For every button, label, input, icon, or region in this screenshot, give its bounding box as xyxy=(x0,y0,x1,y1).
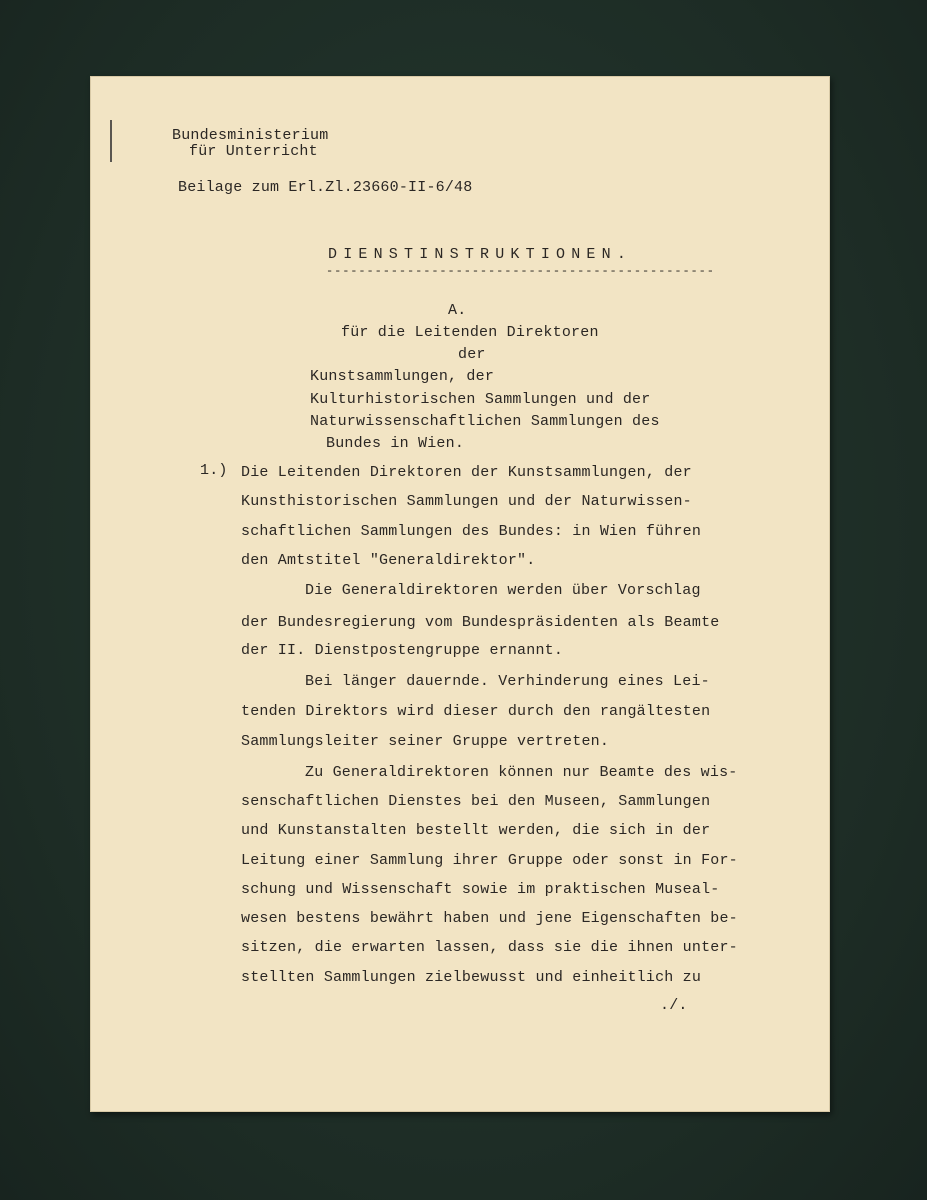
body-text-line: der II. Dienstpostengruppe ernannt. xyxy=(241,642,564,659)
body-text-line: tenden Direktors wird dieser durch den rangältesten xyxy=(241,703,711,720)
body-text-line: schaftlichen Sammlungen des Bundes: in Wien führen xyxy=(241,523,702,540)
section-heading-line: der xyxy=(458,346,486,363)
title-underline: ------------------------------------------------ xyxy=(326,264,715,278)
ministry-name-line1: Bundesministerium xyxy=(172,127,329,144)
section-heading-line: Kunstsammlungen, der xyxy=(310,368,495,385)
body-text-line: wesen bestens bewährt haben und jene Eigenschaften be- xyxy=(241,910,738,927)
paragraph-number: 1.) xyxy=(200,462,228,479)
body-text-line: der Bundesregierung vom Bundespräsidenten als Beamte xyxy=(241,614,720,631)
section-letter: A. xyxy=(448,302,467,319)
body-text-line: schung und Wissenschaft sowie im praktischen Museal- xyxy=(241,881,720,898)
section-heading-line: Bundes in Wien. xyxy=(326,435,465,452)
body-text-line: Die Generaldirektoren werden über Vorschlag xyxy=(305,582,701,599)
body-text-line: stellten Sammlungen zielbewusst und einheitlich zu xyxy=(241,969,702,986)
typewritten-page xyxy=(90,76,830,1112)
section-heading-line: für die Leitenden Direktoren xyxy=(341,324,599,341)
body-text-line: und Kunstanstalten bestellt werden, die sich in der xyxy=(241,822,711,839)
staple-mark xyxy=(110,120,116,162)
section-heading-line: Kulturhistorischen Sammlungen und der xyxy=(310,391,651,408)
body-text-line: senschaftlichen Dienstes bei den Museen, Sammlungen xyxy=(241,793,711,810)
body-text-line: Die Leitenden Direktoren der Kunstsammlungen, der xyxy=(241,464,692,481)
body-text-line: Zu Generaldirektoren können nur Beamte des wis- xyxy=(305,764,738,781)
document-title: DIENSTINSTRUKTIONEN. xyxy=(328,246,633,263)
body-text-line: den Amtstitel "Generaldirektor". xyxy=(241,552,536,569)
section-heading-line: Naturwissenschaftlichen Sammlungen des xyxy=(310,413,660,430)
body-text-line: sitzen, die erwarten lassen, dass sie die ihnen unter- xyxy=(241,939,738,956)
body-text-line: Leitung einer Sammlung ihrer Gruppe oder sonst in For- xyxy=(241,852,738,869)
ministry-name-line2: für Unterricht xyxy=(189,143,318,160)
body-text-line: Sammlungsleiter seiner Gruppe vertreten. xyxy=(241,733,610,750)
body-text-line: Kunsthistorischen Sammlungen und der Naturwissen- xyxy=(241,493,692,510)
body-text-line: Bei länger dauernde. Verhinderung eines Lei- xyxy=(305,673,710,690)
continuation-mark: ./. xyxy=(660,997,688,1014)
reference-number: Beilage zum Erl.Zl.23660-II-6/48 xyxy=(178,179,473,196)
